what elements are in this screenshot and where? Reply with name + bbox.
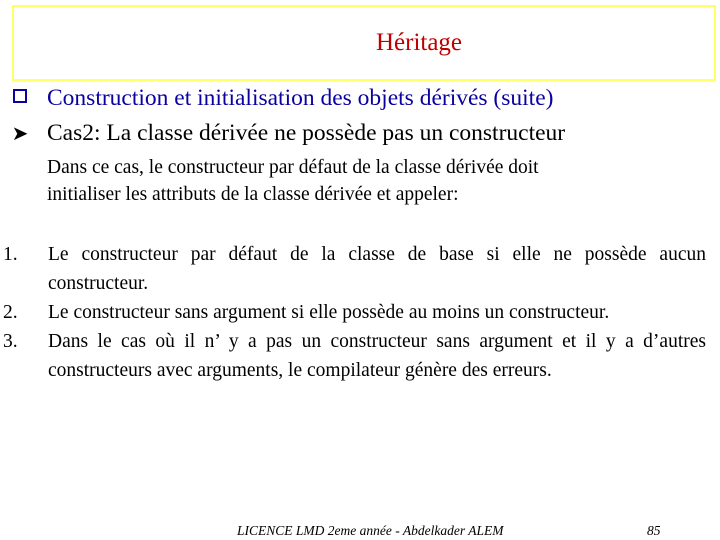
page-number: 85 xyxy=(647,523,661,538)
list-number: 1. xyxy=(3,244,18,265)
list-number: 2. xyxy=(3,302,18,323)
list-text: Le constructeur par défaut de la classe de base si elle ne possède aucun constructeur. xyxy=(48,244,706,294)
slide-title: Héritage xyxy=(375,29,463,56)
arrowhead-icon: ➤ xyxy=(11,123,29,145)
intro-line: initialiser les attributs de la classe dérivée et appeler: xyxy=(47,184,459,205)
intro-line: Dans ce cas, le constructeur par défaut de la classe dérivée doit xyxy=(47,157,539,178)
heading-construction-text: Construction et initialisation des objets dérivés (suite) xyxy=(47,85,554,111)
list-text: Le constructeur sans argument si elle possède au moins un constructeur. xyxy=(48,302,610,323)
heading-cas2-text: Cas2: La classe dérivée ne possède pas un constructeur xyxy=(47,120,566,146)
list-item xyxy=(0,298,720,327)
heading-cas2 xyxy=(0,120,720,150)
hollow-square-icon xyxy=(9,89,31,108)
title-box xyxy=(12,5,716,81)
list-item xyxy=(0,327,720,385)
numbered-list xyxy=(0,240,720,385)
list-text: Dans le cas où il n’ y a pas un constructeur sans argument et il y a d’autres constructeurs avec arguments, le compilateur génère des erreurs. xyxy=(48,331,706,381)
intro-paragraph xyxy=(47,154,687,208)
list-number: 3. xyxy=(3,331,18,352)
list-item xyxy=(0,240,720,298)
heading-construction xyxy=(0,85,720,115)
footer-text: LICENCE LMD 2eme année - Abdelkader ALEM xyxy=(237,523,504,538)
